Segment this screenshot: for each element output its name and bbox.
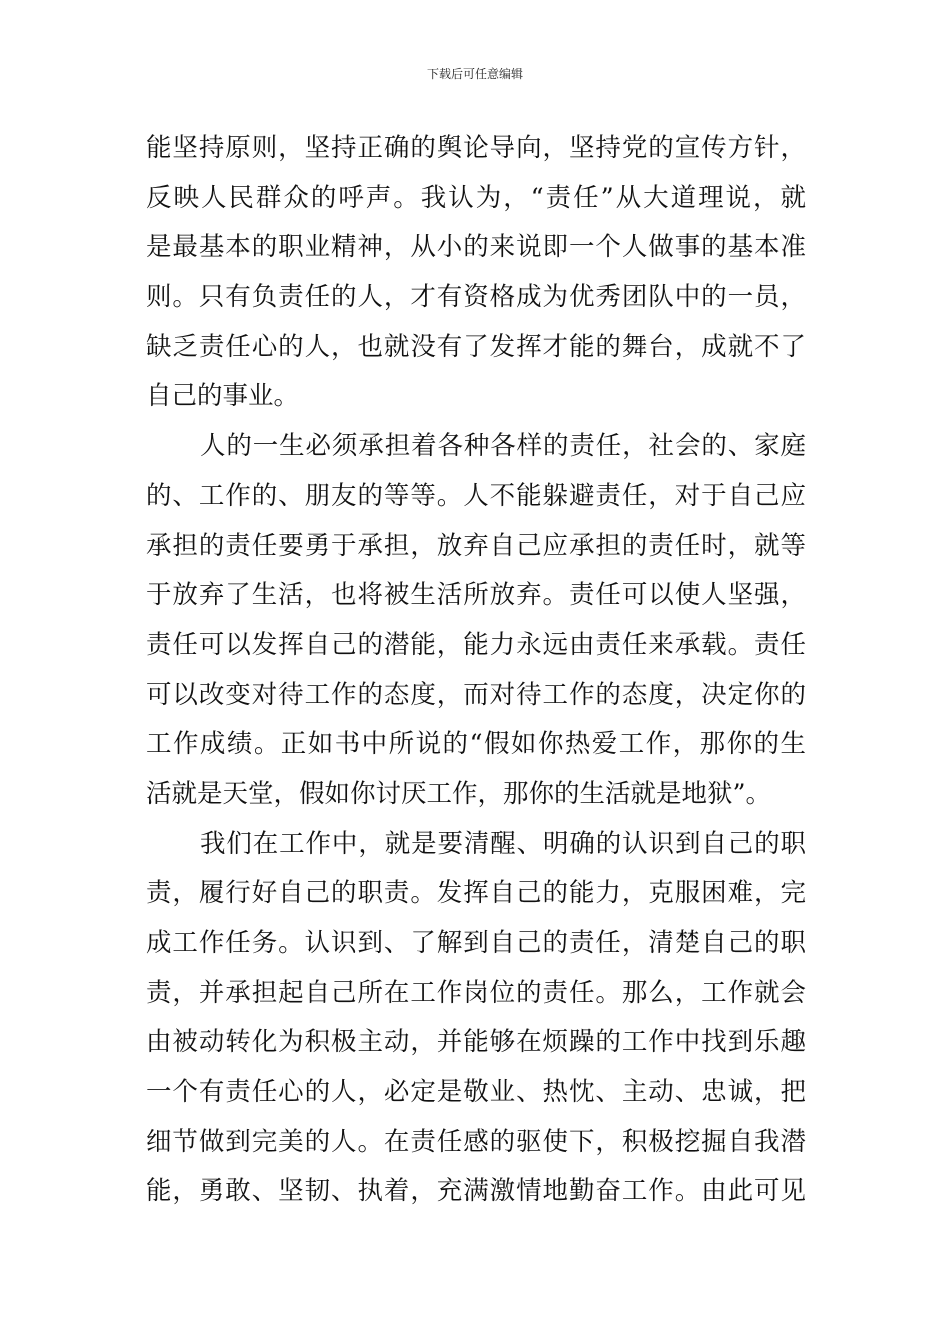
text-line: 成工作任务。认识到、了解到自己的责任，清楚自己的职 [146,928,806,958]
text-line: 反映人民群众的呼声。我认为，“责任”从大道理说，就 [146,182,806,213]
text-line: 一个有责任心的人，必定是敬业、热忱、主动、忠诚，把 [146,1077,806,1108]
text-line: 我们在工作中，就是要清醒、明确的认识到自己的职 [200,828,806,859]
document-body [146,128,806,1221]
text-line: 缺乏责任心的人，也就没有了发挥才能的舞台，成就不了 [146,331,806,362]
text-line: 细节做到完美的人。在责任感的驱使下，积极挖掘自我潜 [146,1126,806,1157]
text-line: 活就是天堂，假如你讨厌工作，那你的生活就是地狱”。 [146,778,772,809]
text-line: 能坚持原则，坚持正确的舆论导向，坚持党的宣传方针， [146,133,806,163]
text-line: 承担的责任要勇于承担，放弃自己应承担的责任时，就等 [146,530,806,561]
text-line: 能，勇敢、坚韧、执着，充满激情地勤奋工作。由此可见 [146,1176,806,1207]
text-line: 人的一生必须承担着各种各样的责任，社会的、家庭 [200,431,806,462]
text-line: 由被动转化为积极主动，并能够在烦躁的工作中找到乐趣 [146,1027,806,1058]
text-line: 工作成绩。正如书中所说的“假如你热爱工作，那你的生 [146,729,806,760]
text-line: 于放弃了生活，也将被生活所放弃。责任可以使人坚强， [146,580,806,611]
text-line: 责，并承担起自己所在工作岗位的责任。那么，工作就会 [146,977,806,1008]
paragraph-2 [146,426,806,824]
text-line: 的、工作的、朋友的等等。人不能躲避责任，对于自己应 [146,480,806,511]
text-line: 自己的事业。 [146,381,300,412]
text-line: 则。只有负责任的人，才有资格成为优秀团队中的一员， [146,282,806,313]
text-line: 责，履行好自己的职责。发挥自己的能力，克服困难，完 [146,878,806,909]
text-line: 是最基本的职业精神，从小的来说即一个人做事的基本准 [146,232,806,263]
page-header: 下载后可任意编辑 [426,67,523,81]
text-line: 可以改变对待工作的态度，而对待工作的态度，决定你的 [146,679,806,710]
text-line: 责任可以发挥自己的潜能，能力永远由责任来承载。责任 [146,629,806,660]
paragraph-3 [146,824,806,1222]
paragraph-1 [146,128,806,426]
